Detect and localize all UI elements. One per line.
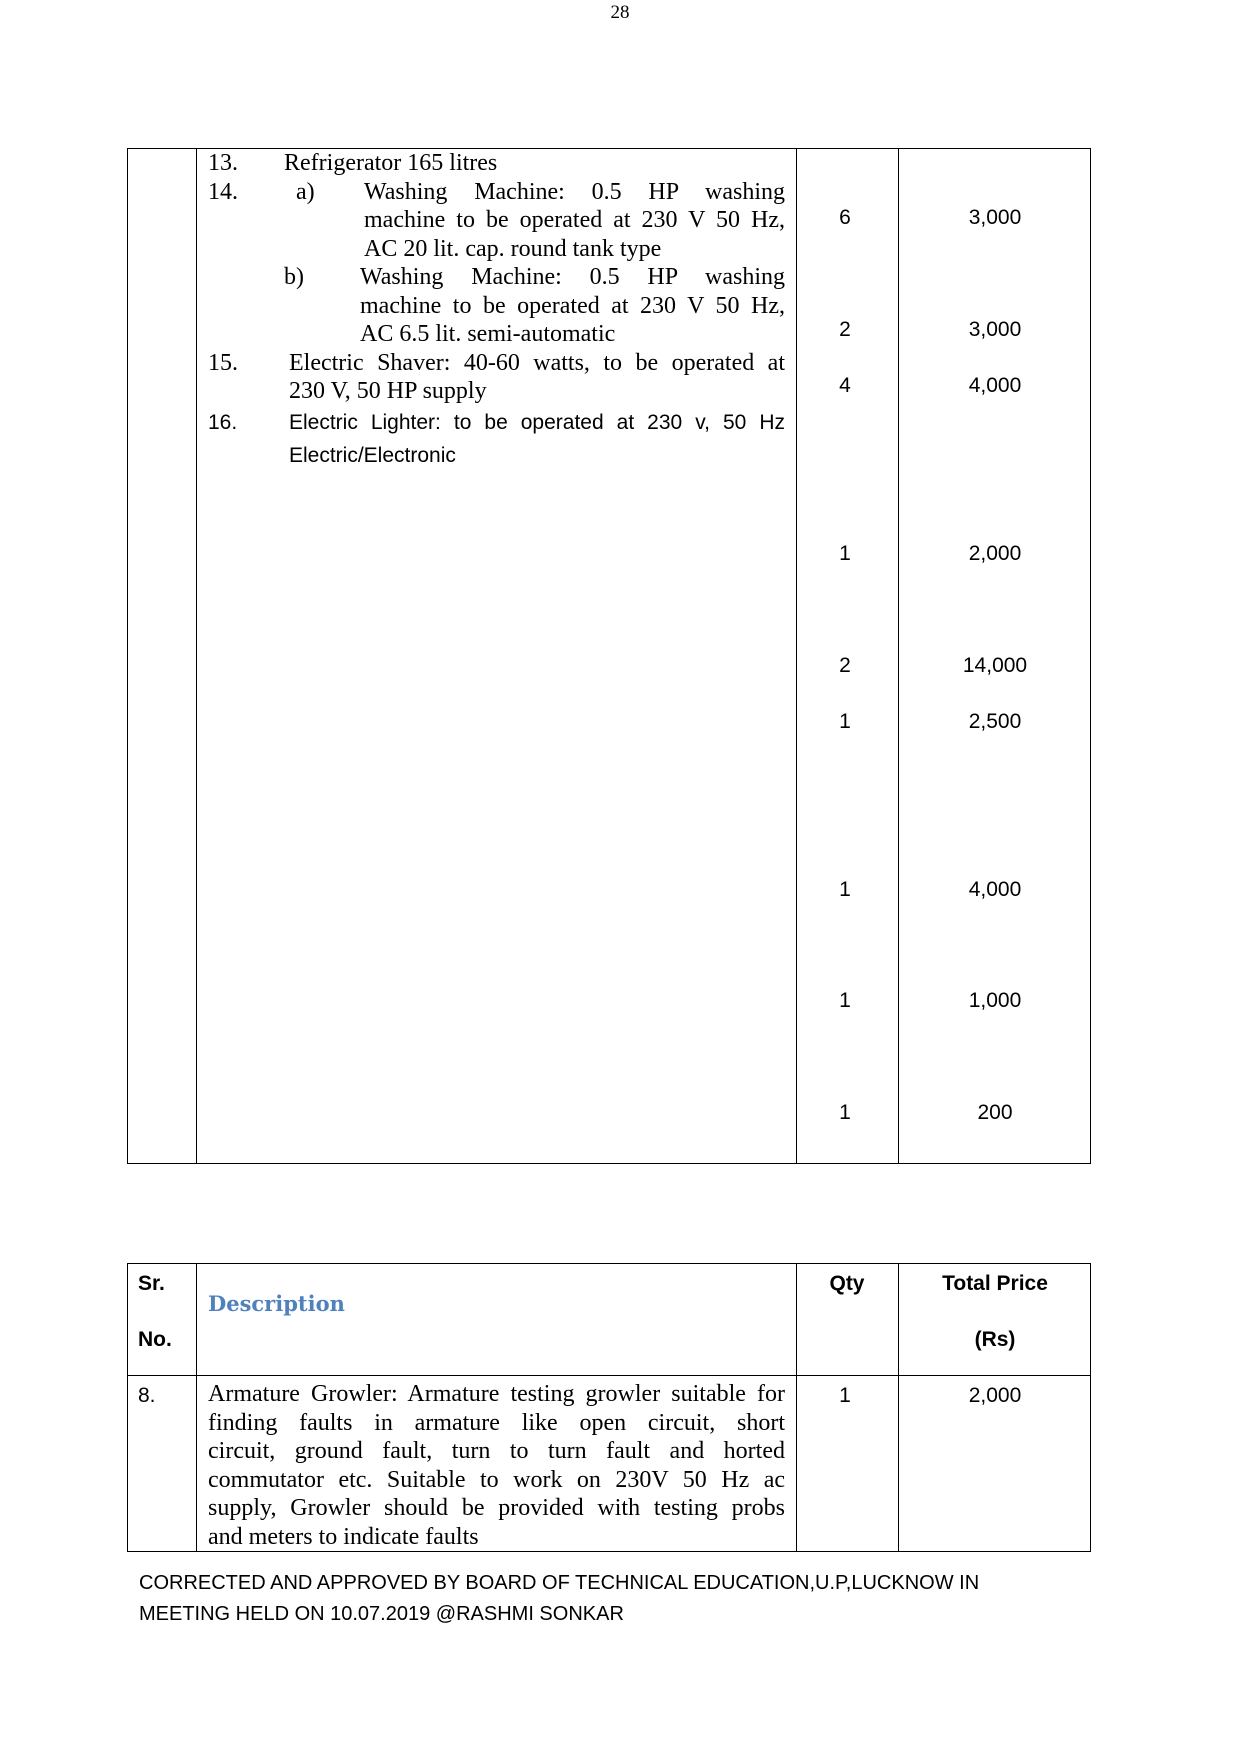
qty-cell: 2 <box>839 654 851 677</box>
item-description-line: Washing Machine: 0.5 HP washing <box>360 264 785 290</box>
sub-item-label: b) <box>284 264 304 290</box>
item-number: 13. <box>208 150 238 176</box>
qty-cell: 1 <box>839 1101 851 1124</box>
row-description-line: finding faults in armature like open circuit, short <box>208 1410 785 1436</box>
footer-line: CORRECTED AND APPROVED BY BOARD OF TECHNICAL EDUCATION,U.P,LUCKNOW IN <box>139 1572 980 1594</box>
price-cell: 1,000 <box>968 989 1022 1012</box>
price-cell: 2,000 <box>968 1384 1022 1407</box>
price-cell: 14,000 <box>962 654 1028 677</box>
price-cell: 2,000 <box>968 542 1022 565</box>
price-cell: 3,000 <box>968 318 1022 341</box>
row-description-line: supply, Growler should be provided with testing probs <box>208 1495 785 1521</box>
header-rs: (Rs) <box>974 1328 1016 1351</box>
header-description: Description <box>208 1291 345 1316</box>
qty-cell: 2 <box>839 318 851 341</box>
item-description-line: Washing Machine: 0.5 HP washing <box>364 179 785 205</box>
equipment-table-continued <box>127 148 1091 1164</box>
column-divider <box>898 149 899 1163</box>
item-number: 14. <box>208 179 238 205</box>
page-number: 28 <box>610 2 630 23</box>
item-description-line: Electric Shaver: 40-60 watts, to be operated at <box>289 350 785 376</box>
header-qty: Qty <box>829 1272 865 1295</box>
qty-cell: 1 <box>839 989 851 1012</box>
column-divider <box>898 1264 899 1551</box>
price-cell: 4,000 <box>968 374 1022 397</box>
header-sr: Sr. <box>138 1272 165 1295</box>
item-description-line: AC 20 lit. cap. round tank type <box>364 236 662 262</box>
price-cell: 4,000 <box>968 878 1022 901</box>
price-cell: 3,000 <box>968 206 1022 229</box>
item-description-line: machine to be operated at 230 V 50 Hz, <box>364 207 785 233</box>
qty-cell: 4 <box>839 374 851 397</box>
sub-item-label: a) <box>296 179 315 205</box>
item-description-line: machine to be operated at 230 V 50 Hz, <box>360 293 785 319</box>
qty-cell: 6 <box>839 206 851 229</box>
equipment-table <box>127 1263 1091 1552</box>
qty-cell: 1 <box>839 542 851 565</box>
item-description-line: AC 6.5 lit. semi-automatic <box>360 321 616 347</box>
row-sr-number: 8. <box>138 1384 156 1407</box>
row-description-line: Armature Growler: Armature testing growler suitable for <box>208 1381 785 1407</box>
header-total-price: Total Price <box>942 1272 1048 1295</box>
row-description-line: and meters to indicate faults <box>208 1524 479 1550</box>
price-cell: 2,500 <box>968 710 1022 733</box>
row-description-line: commutator etc. Suitable to work on 230V 50 Hz ac <box>208 1467 785 1493</box>
column-divider <box>796 1264 797 1551</box>
row-description-line: circuit, ground fault, turn to turn fault and horted <box>208 1438 785 1464</box>
item-description-line: Electric/Electronic <box>289 444 456 467</box>
header-no: No. <box>138 1328 172 1351</box>
price-cell: 200 <box>977 1101 1013 1124</box>
qty-cell: 1 <box>839 710 851 733</box>
item-number: 16. <box>208 411 238 434</box>
item-description-line: 230 V, 50 HP supply <box>289 378 487 404</box>
column-divider <box>796 149 797 1163</box>
approval-footer <box>139 1568 1079 1630</box>
column-divider <box>196 149 197 1163</box>
footer-line: MEETING HELD ON 10.07.2019 @RASHMI SONKAR <box>139 1603 624 1625</box>
column-divider <box>196 1264 197 1551</box>
header-divider <box>128 1375 1090 1376</box>
item-description: Refrigerator 165 litres <box>284 150 498 176</box>
item-number: 15. <box>208 350 238 376</box>
item-description-line: Electric Lighter: to be operated at 230 v, 50 Hz <box>289 411 785 434</box>
qty-cell: 1 <box>839 1384 851 1407</box>
qty-cell: 1 <box>839 878 851 901</box>
